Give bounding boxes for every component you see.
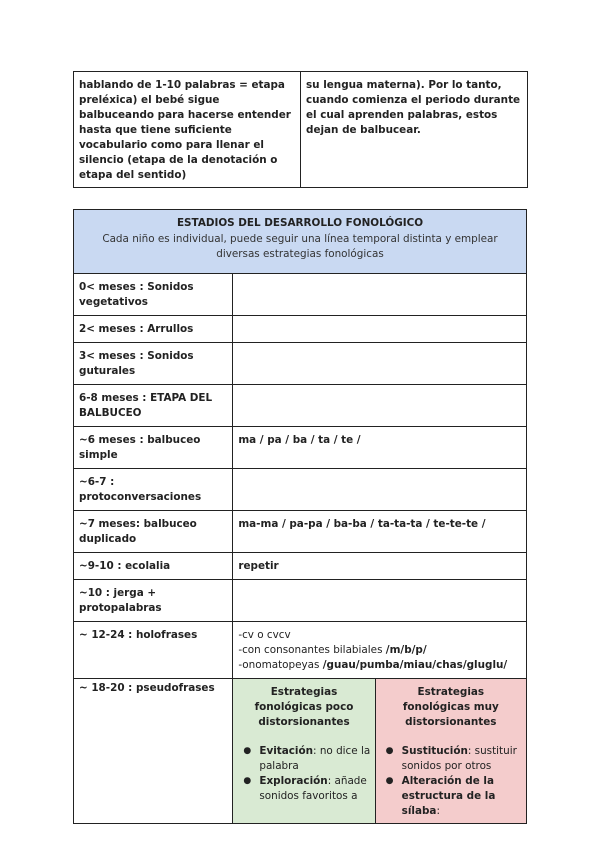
list-item: ● Sustitución: sustituir sonidos por otros (402, 744, 522, 774)
table-row (74, 274, 527, 316)
table-row (74, 679, 527, 824)
holofrases-line: -cv o cvcv (238, 629, 291, 641)
stage-label: 2< meses : Arrullos (74, 316, 233, 343)
stage-label: ~6 meses : balbuceo simple (74, 427, 233, 469)
table-row (74, 385, 527, 427)
strategy-title: Estrategias fonológicas muy distorsionantes (402, 686, 499, 728)
stage-value (233, 469, 527, 511)
table-row (74, 427, 527, 469)
stage-label: 6-8 meses : ETAPA DEL BALBUCEO (74, 385, 233, 427)
table-header (74, 210, 527, 274)
phonological-stages-table (73, 209, 527, 824)
stage-label: ~ 18-20 : pseudofrases (74, 679, 233, 824)
holofrases-line: -con consonantes bilabiales /m/b/p/ (238, 644, 427, 656)
continuation-right-cell: su lengua materna). Por lo tanto, cuando comienza el periodo durante el cual aprenden palabras, estos dejan de balbucear. (301, 72, 528, 188)
stage-label: ~9-10 : ecolalia (74, 553, 233, 580)
high-distortion-strategies (375, 679, 526, 824)
stage-value (233, 385, 527, 427)
table-row (74, 469, 527, 511)
stage-value: repetir (233, 553, 527, 580)
stage-label: 3< meses : Sonidos guturales (74, 343, 233, 385)
stage-value (233, 580, 527, 622)
holofrases-details (233, 622, 527, 679)
stage-value (233, 343, 527, 385)
stage-label: 0< meses : Sonidos vegetativos (74, 274, 233, 316)
stage-value: ma-ma / pa-pa / ba-ba / ta-ta-ta / te-te-te / (233, 511, 527, 553)
continuation-left-cell: hablando de 1-10 palabras = etapa preléxica) el bebé sigue balbuceando para hacerse entender hasta que tiene suficiente vocabulario como para llenar el silencio (etapa de la denotación o etapa del sentido) (74, 72, 301, 188)
strategy-list (380, 744, 522, 819)
list-item: ● Exploración: añade sonidos favoritos a (259, 774, 370, 804)
stage-value (233, 274, 527, 316)
holofrases-line: -onomatopeyas /guau/pumba/miau/chas/gluglu/ (238, 659, 508, 671)
stage-label: ~6-7 : protoconversaciones (74, 469, 233, 511)
stage-label: ~7 meses: balbuceo duplicado (74, 511, 233, 553)
list-item: ● Alteración de la estructura de la sílaba: (402, 774, 522, 819)
stage-value (233, 316, 527, 343)
table-subtitle: Cada niño es individual, puede seguir una línea temporal distinta y emplear diversas estrategias fonológicas (102, 233, 498, 260)
low-distortion-strategies (233, 679, 375, 824)
table-row (74, 622, 527, 679)
table-row (74, 511, 527, 553)
strategy-title: Estrategias fonológicas poco distorsionantes (254, 686, 354, 728)
table-row (74, 553, 527, 580)
strategy-list (237, 744, 370, 804)
stage-label: ~10 : jerga + protopalabras (74, 580, 233, 622)
list-item: ● Evitación: no dice la palabra (259, 744, 370, 774)
table-title: ESTADIOS DEL DESARROLLO FONOLÓGICO (176, 217, 424, 229)
table-row (74, 316, 527, 343)
table-row (74, 343, 527, 385)
stage-value: ma / pa / ba / ta / te / (233, 427, 527, 469)
continuation-table (73, 71, 528, 188)
stage-label: ~ 12-24 : holofrases (74, 622, 233, 679)
table-row (74, 580, 527, 622)
